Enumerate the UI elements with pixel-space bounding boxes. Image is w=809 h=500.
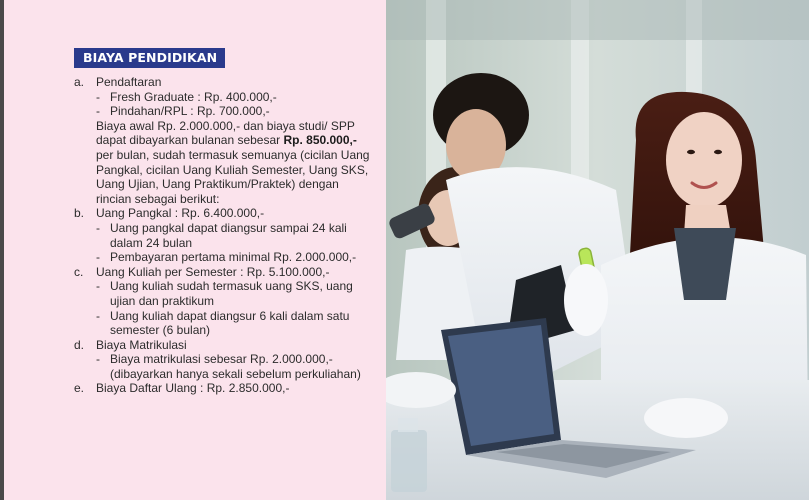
photo-illustration [386, 0, 809, 500]
section-letter: e. [74, 381, 85, 396]
monthly-amount: Rp. 850.000,- [283, 133, 357, 148]
fee-section-entrance-fee [74, 206, 374, 264]
section-title: Pendaftaran [96, 75, 162, 89]
fee-section-semester-tuition [74, 265, 374, 338]
list-item: - Pembayaran pertama minimal Rp. 2.000.000,- [96, 250, 357, 265]
section-letter: a. [74, 75, 85, 89]
section-heading: BIAYA PENDIDIKAN [74, 48, 225, 68]
fee-section-registration [74, 75, 374, 206]
fee-section-reregistration [74, 381, 374, 396]
list-item: - Pindahan/RPL : Rp. 700.000,- [96, 104, 270, 119]
list-item: - Fresh Graduate : Rp. 400.000,- [96, 89, 277, 104]
section-title: Uang Pangkal : Rp. 6.400.000,- [96, 206, 265, 221]
section-title: Biaya Daftar Ulang : Rp. 2.850.000,- [96, 381, 290, 396]
list-item: - Biaya matrikulasi sebesar Rp. 2.000.000,- (dibayarkan hanya sekali sebelum perkuliahan) [96, 352, 361, 381]
payment-paragraph: Biaya awal Rp. 2.000.000,- dan biaya studi/ SPP dapat dibayarkan bulanan sebesar Rp. 850.000,- per bulan, sudah termasuk semuanya (cicilan Uang Pangkal, cicilan Uang Kuliah Semester, Uang SKS, Uang Ujian, Uang Praktikum/Praktek) dengan rincian sebagai berikut: [96, 118, 370, 206]
lab-students-photo [386, 0, 809, 500]
section-title: Biaya Matrikulasi [96, 337, 187, 352]
fee-section-matriculation [74, 338, 374, 382]
list-item: - Uang kuliah sudah termasuk uang SKS, uang ujian dan praktikum [96, 279, 353, 308]
section-letter: c. [74, 264, 84, 279]
section-letter: d. [74, 337, 85, 352]
section-title: Uang Kuliah per Semester : Rp. 5.100.000,- [96, 264, 330, 279]
fee-list [74, 75, 374, 396]
list-item: - Uang kuliah dapat diangsur 6 kali dalam satu semester (6 bulan) [96, 308, 350, 338]
section-letter: b. [74, 206, 85, 221]
list-item: - Uang pangkal dapat diangsur sampai 24 kali dalam 24 bulan [96, 220, 347, 250]
fee-info-panel [4, 0, 386, 500]
